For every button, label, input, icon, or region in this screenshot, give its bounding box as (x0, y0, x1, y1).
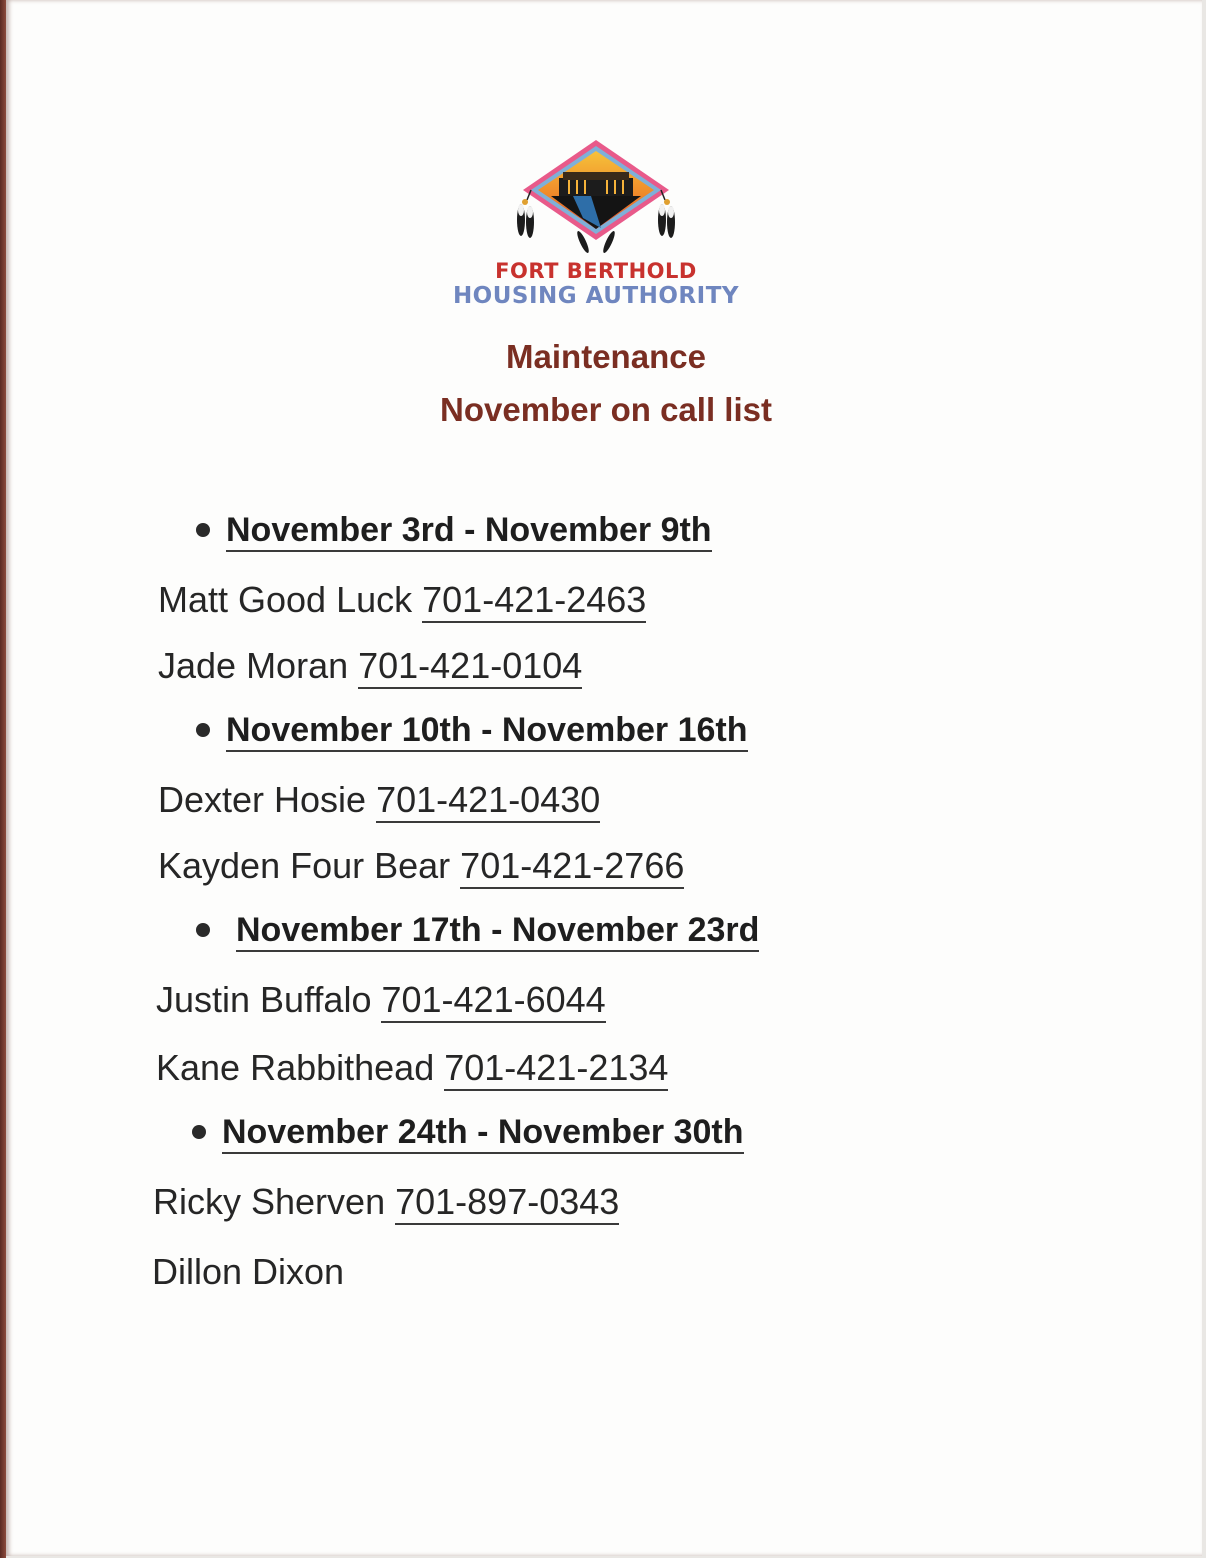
week-heading (196, 711, 748, 750)
week-heading (196, 511, 712, 550)
bullet-icon (196, 723, 210, 737)
list-item (156, 979, 606, 1021)
page-subtitle: November on call list (440, 391, 772, 428)
list-item (153, 1181, 619, 1223)
org-name-line1: FORT BERTHOLD (495, 259, 697, 283)
org-name-line2: HOUSING AUTHORITY (452, 283, 740, 309)
document-page (6, 0, 1202, 1556)
week-heading (192, 1113, 744, 1152)
person-name: Kane Rabbithead (156, 1047, 435, 1088)
person-name: Justin Buffalo (156, 979, 372, 1020)
person-name: Jade Moran (158, 645, 349, 686)
bullet-icon (196, 523, 210, 537)
phone-number: 701-421-0430 (376, 779, 600, 823)
fort-berthold-logo-icon (511, 138, 681, 258)
list-item (152, 1251, 344, 1293)
week-range-label: November 24th - November 30th (222, 1113, 744, 1154)
list-item (158, 845, 684, 887)
bullet-icon (192, 1125, 206, 1139)
page-title: Maintenance (506, 338, 706, 375)
phone-number: 701-421-2766 (460, 845, 684, 889)
week-range-label: November 3rd - November 9th (226, 511, 712, 552)
list-item (158, 779, 600, 821)
phone-number: 701-421-0104 (358, 645, 582, 689)
person-name: Dillon Dixon (152, 1251, 345, 1292)
phone-number: 701-421-2463 (422, 579, 646, 623)
phone-number: 701-897-0343 (395, 1181, 619, 1225)
person-name: Dexter Hosie (158, 779, 367, 820)
week-heading (196, 911, 759, 950)
person-name: Matt Good Luck (158, 579, 413, 620)
bullet-icon (196, 923, 210, 937)
week-range-label: November 17th - November 23rd (236, 911, 759, 952)
list-item (158, 579, 646, 621)
person-name: Ricky Sherven (153, 1181, 386, 1222)
week-range-label: November 10th - November 16th (226, 711, 748, 752)
list-item (156, 1047, 668, 1089)
person-name: Kayden Four Bear (158, 845, 451, 886)
list-item (158, 645, 582, 687)
phone-number: 701-421-6044 (381, 979, 605, 1023)
phone-number: 701-421-2134 (444, 1047, 668, 1091)
